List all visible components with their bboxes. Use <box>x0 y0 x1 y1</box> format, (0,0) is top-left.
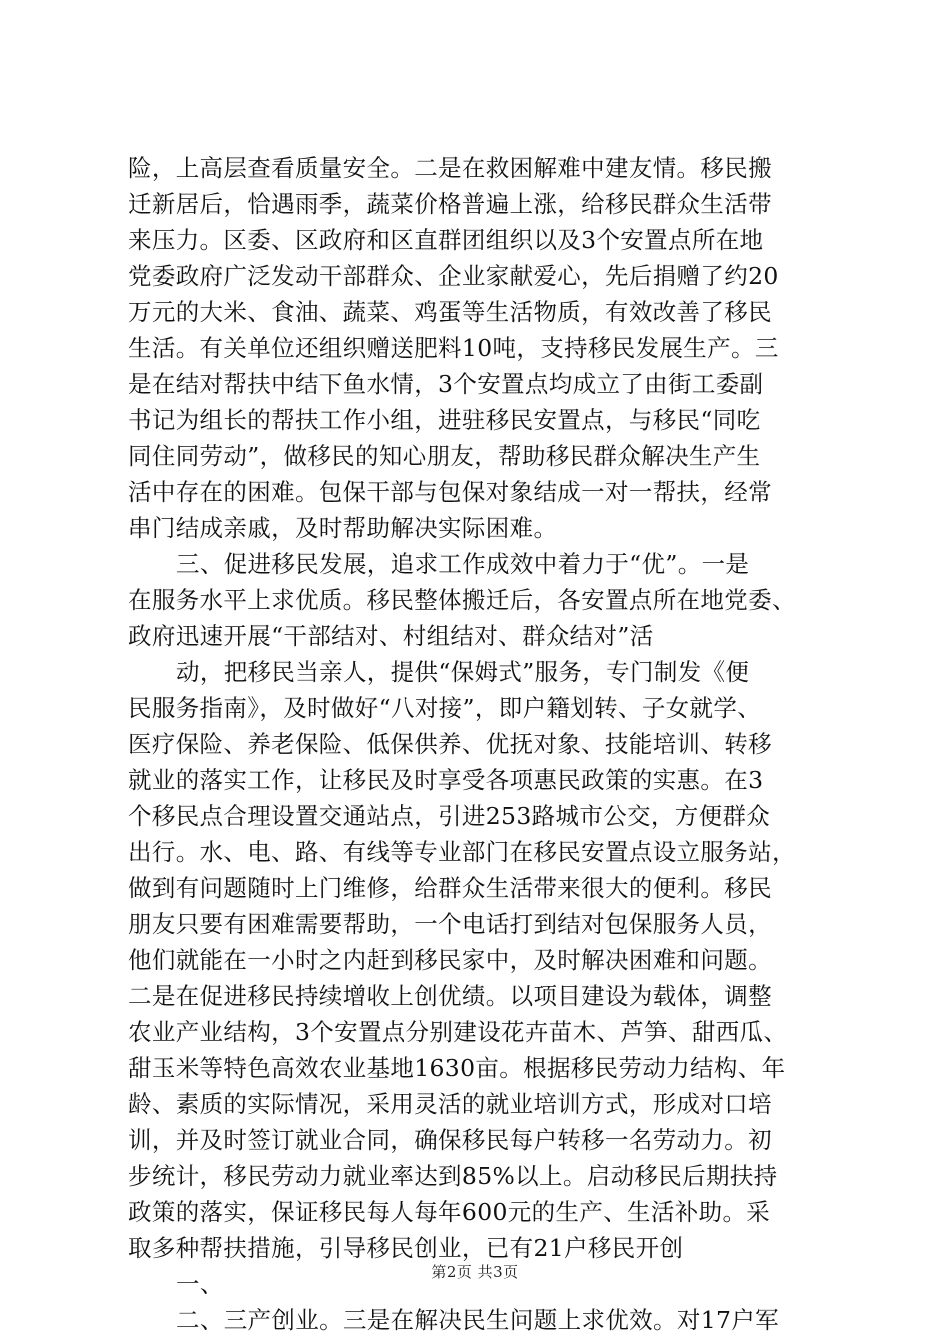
page-footer: 第2页 共3页 <box>431 1263 519 1281</box>
text-line: 串门结成亲戚，及时帮助解决实际困难。 <box>128 514 558 542</box>
text-line: 朋友只要有困难需要帮助，一个电话打到结对包保服务人员， <box>128 910 772 938</box>
text-line: 二、三产创业。三是在解决民生问题上求优效。对17户军 <box>176 1306 780 1334</box>
text-line: 三、促进移民发展，追求工作成效中着力于“优”。一是 <box>176 550 750 578</box>
text-line: 一、 <box>176 1270 224 1298</box>
text-line: 万元的大米、食油、蔬菜、鸡蛋等生活物质，有效改善了移民 <box>128 298 772 326</box>
text-line: 个移民点合理设置交通站点，引进253路城市公交，方便群众 <box>128 802 771 830</box>
text-line: 同住同劳动”，做移民的知心朋友，帮助移民群众解决生产生 <box>128 442 761 470</box>
text-line: 他们就能在一小时之内赶到移民家中，及时解决困难和问题。 <box>128 946 772 974</box>
text-line: 政府迅速开展“干部结对、村组结对、群众结对”活 <box>128 622 654 650</box>
text-line: 农业产业结构，3个安置点分别建设花卉苗木、芦笋、甜西瓜、 <box>128 1018 788 1046</box>
text-line: 活中存在的困难。包保干部与包保对象结成一对一帮扶，经常 <box>128 478 772 506</box>
text-line: 出行。水、电、路、有线等专业部门在移民安置点设立服务站， <box>128 838 796 866</box>
text-line: 就业的落实工作，让移民及时享受各项惠民政策的实惠。在3 <box>128 766 764 794</box>
text-line: 动，把移民当亲人，提供“保姆式”服务，专门制发《便 <box>176 658 750 686</box>
text-line: 在服务水平上求优质。移民整体搬迁后，各安置点所在地党委、 <box>128 586 796 614</box>
text-line: 是在结对帮扶中结下鱼水情，3个安置点均成立了由街工委副 <box>128 370 764 398</box>
text-line: 政策的落实，保证移民每人每年600元的生产、生活补助。采 <box>128 1198 771 1226</box>
text-line: 迁新居后，恰遇雨季，蔬菜价格普遍上涨，给移民群众生活带 <box>128 190 772 218</box>
text-line: 做到有问题随时上门维修，给群众生活带来很大的便利。移民 <box>128 874 772 902</box>
text-line: 党委政府广泛发动干部群众、企业家献爱心，先后捐赠了约20 <box>128 262 779 290</box>
text-line: 生活。有关单位还组织赠送肥料10吨，支持移民发展生产。三 <box>128 334 779 362</box>
text-line: 步统计，移民劳动力就业率达到85%以上。启动移民后期扶持 <box>128 1162 778 1190</box>
text-line: 龄、素质的实际情况，采用灵活的就业培训方式，形成对口培 <box>128 1090 772 1118</box>
text-line: 训，并及时签订就业合同，确保移民每户转移一名劳动力。初 <box>128 1126 772 1154</box>
text-line: 书记为组长的帮扶工作小组，进驻移民安置点，与移民“同吃 <box>128 406 761 434</box>
text-line: 甜玉米等特色高效农业基地1630亩。根据移民劳动力结构、年 <box>128 1054 786 1082</box>
text-line: 来压力。区委、区政府和区直群团组织以及3个安置点所在地 <box>128 226 764 254</box>
text-line: 医疗保险、养老保险、低保供养、优抚对象、技能培训、转移 <box>128 730 772 758</box>
text-line: 险，上高层查看质量安全。二是在救困解难中建友情。移民搬 <box>128 154 772 182</box>
text-line: 取多种帮扶措施，引导移民创业，已有21户移民开创 <box>128 1234 684 1262</box>
text-line: 民服务指南》，及时做好“八对接”，即户籍划转、子女就学、 <box>128 694 762 722</box>
text-line: 二是在促进移民持续增收上创优绩。以项目建设为载体，调整 <box>128 982 772 1010</box>
document-body <box>128 150 828 1338</box>
